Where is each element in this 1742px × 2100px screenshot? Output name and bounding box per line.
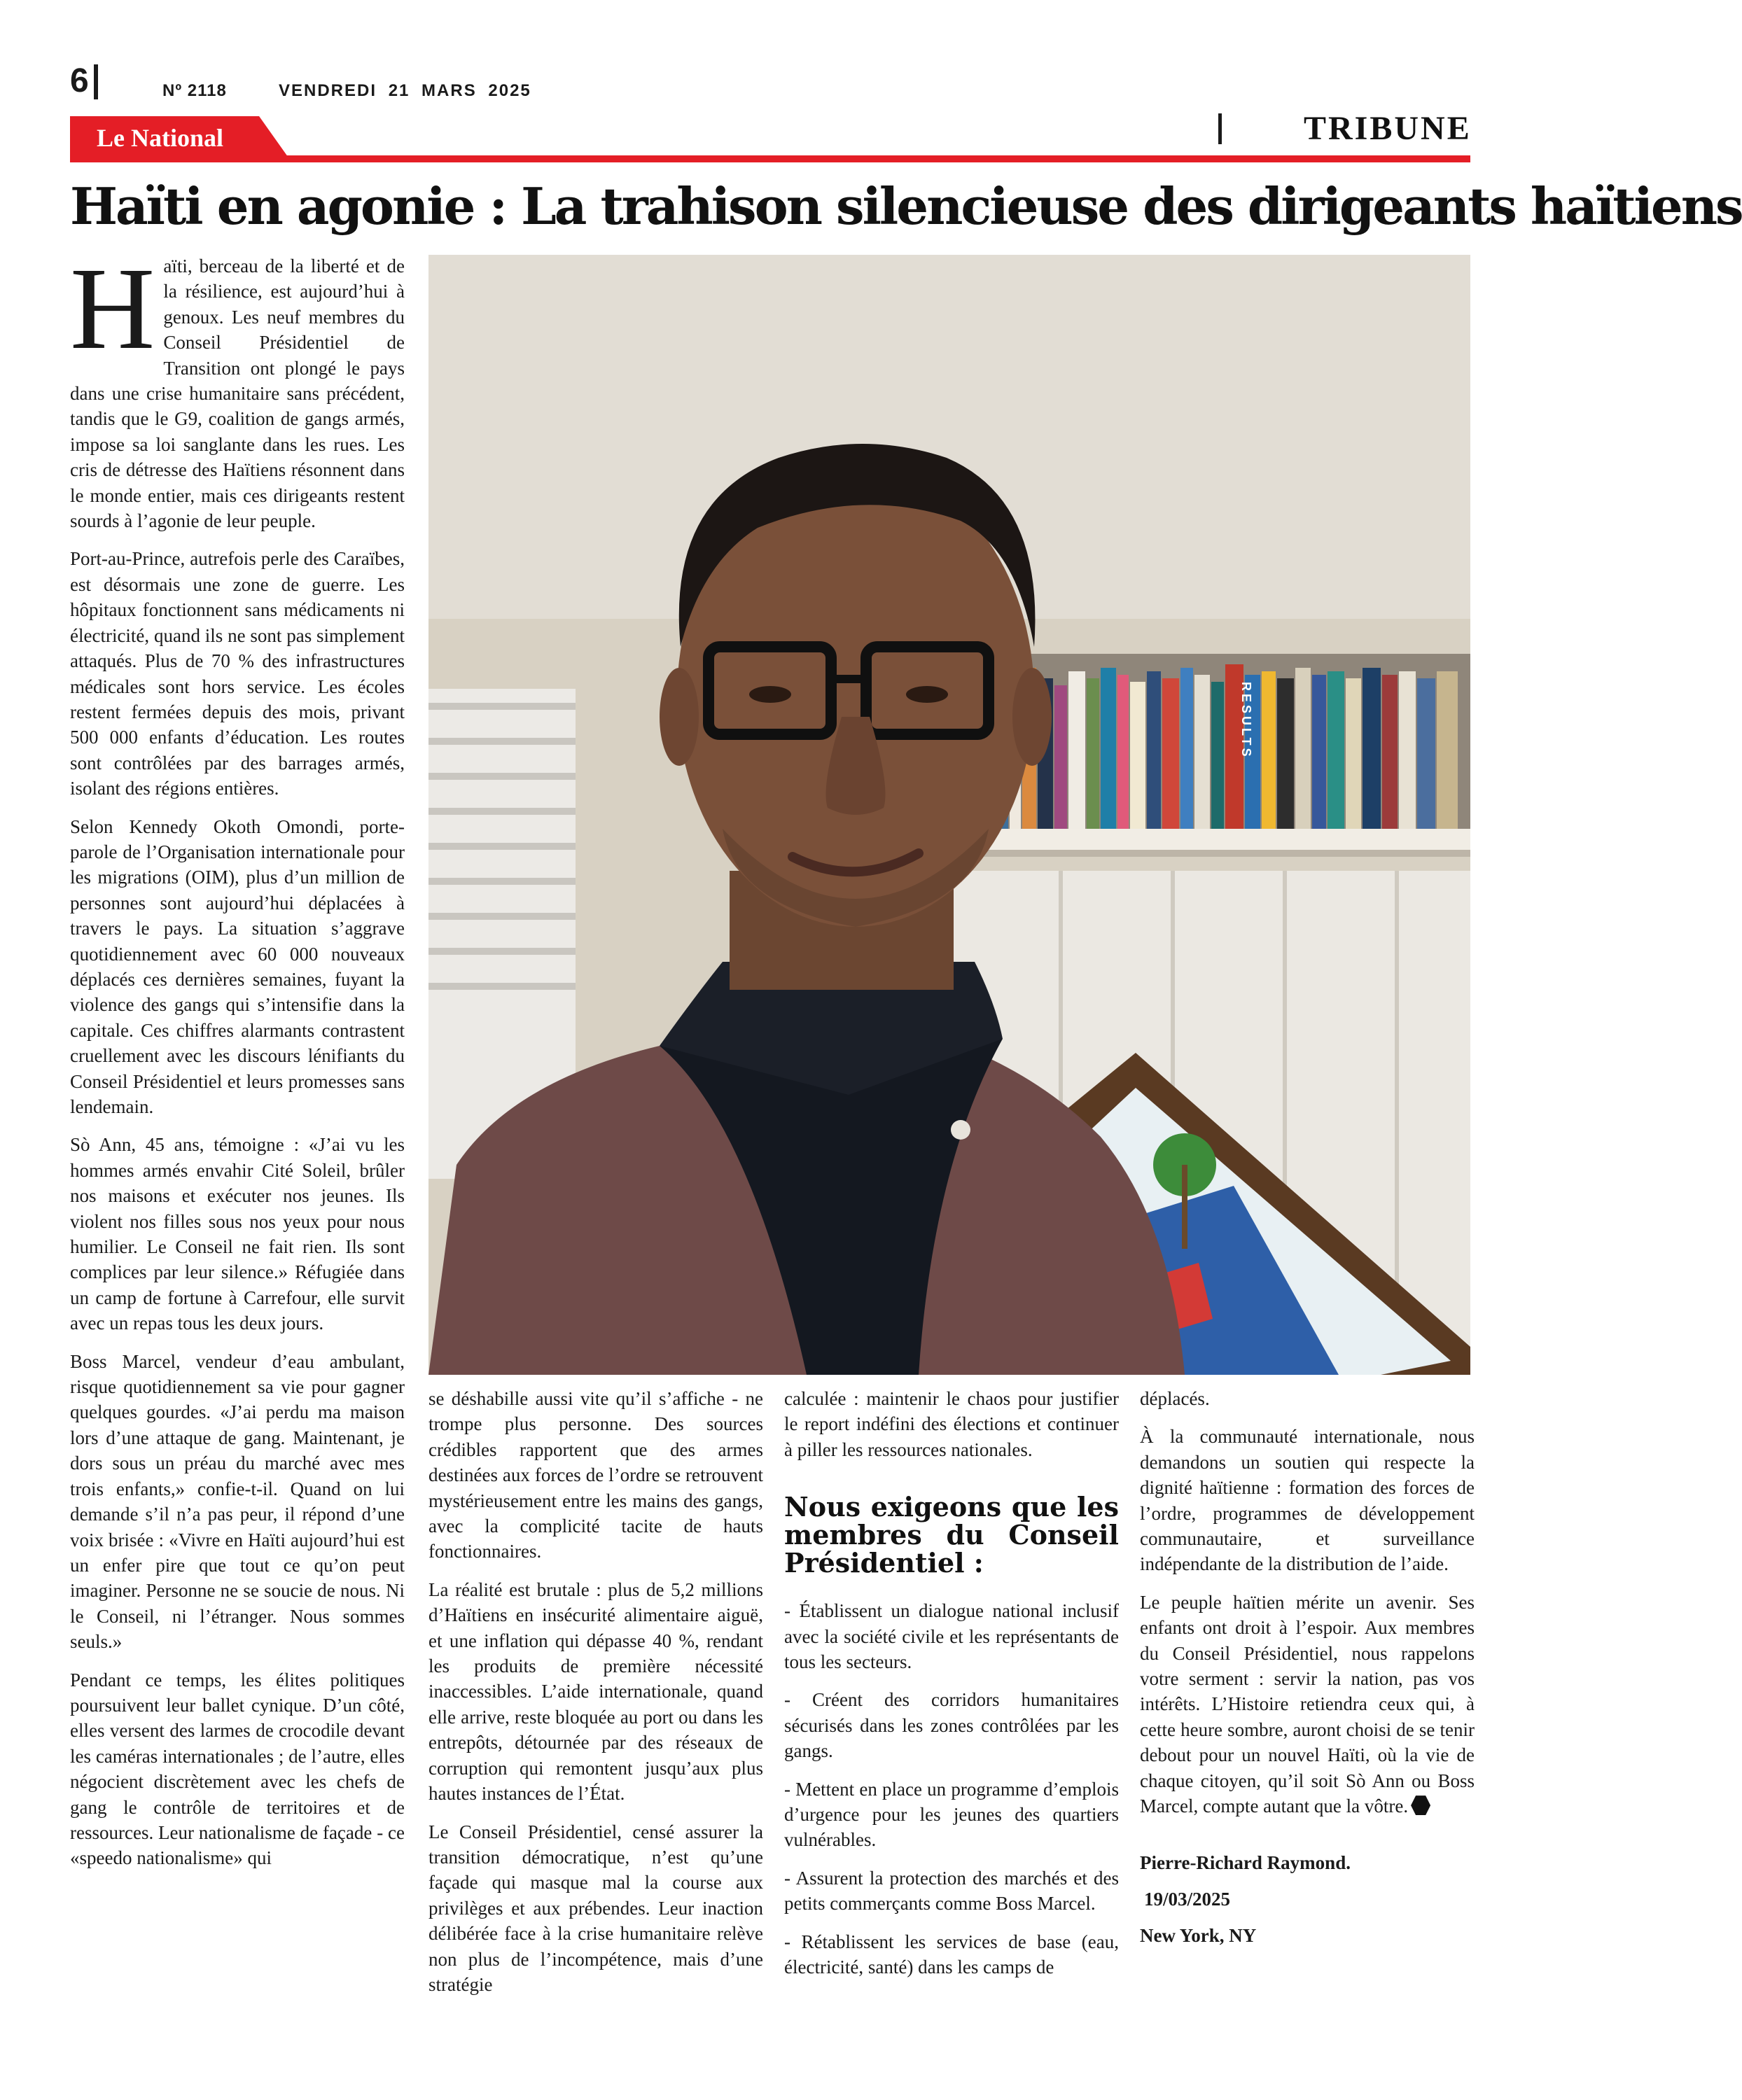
newspaper-brand: Le National xyxy=(97,124,224,152)
section-label: TRIBUNE xyxy=(1304,110,1472,147)
demand-item: - Rétablissent les services de base (eau, électricité, santé) dans les camps de xyxy=(784,1931,1119,1978)
article-column-4 xyxy=(1140,1386,1475,1954)
header-rule xyxy=(70,155,1470,162)
signed-date: 19/03/2025 xyxy=(1144,1888,1231,1910)
end-of-article-icon xyxy=(1411,1795,1430,1815)
article-paragraph: Boss Marcel, vendeur d’eau ambulant, risque quotidiennement sa vie pour gagner quelques gourdes. «J’ai perdu ma maison lors d’une attaque de gang. Maintenant, je dors sous un préau du marché avec mes trois enfants,» confie-t-il. Quand on lui demande s’il n’a pas peur, il répond d’une voix brisée : «Vivre en Haïti aujourd’hui est un enfer pire que tout ce qu’on peut imaginer. Personne ne se soucie de nous. Ni le Conseil, ni l’étranger. Nous sommes seuls.» xyxy=(70,1350,405,1653)
demand-item: - Mettent en place un programme d’emplois d’urgence pour les jeunes des quartiers vulnérables. xyxy=(784,1778,1119,1851)
article-paragraph: calculée : maintenir le chaos pour justifier le report indéfini des élections et continuer à piller les ressources nationales. xyxy=(784,1388,1119,1460)
article-paragraph: Selon Kennedy Okoth Omondi, porte-parole de l’Organisation internationale pour les migrations (OIM), plus d’un million de personnes sont aujourd’hui déplacées à travers le pays. La situation s’aggrave quotidiennement avec 60 000 nouveaux déplacés ces dernières semaines, fuyant la violence des gangs qui s’intensifie dans la capitale. Ces chiffres alarmants contrastent cruellement avec les discours lénifiants du Conseil Présidentiel et leurs promesses sans lendemain. xyxy=(70,816,405,1117)
article-subhead: Nous exigeons que les membres du Conseil Présidentiel : xyxy=(784,1491,1119,1579)
portrait-illustration xyxy=(428,255,1470,1375)
drop-cap: H xyxy=(70,244,155,374)
demand-item: - Créent des corridors humanitaires sécurisés dans les zones contrôlées par les gangs. xyxy=(784,1689,1119,1762)
article-headline: Haïti en agonie : La trahison silencieuse des dirigeants haïtiens xyxy=(70,176,1742,236)
article-paragraph xyxy=(1140,1590,1475,1819)
demand-item: - Établissent un dialogue national inclusif avec la société civile et les représentants de tous les secteurs. xyxy=(784,1600,1119,1673)
article-paragraph xyxy=(70,244,405,533)
issue-number: Nº 2118 xyxy=(162,81,227,100)
signature-block xyxy=(1140,1844,1475,1954)
article-paragraph: Port-au-Prince, autrefois perle des Caraïbes, est désormais une zone de guerre. Les hôpitaux fonctionnent sans médicaments ni électricité, quand ils ne sont pas simplement attaqués. Plus de 70 % des infrastructures médicales sont hors service. Les écoles restent fermées depuis des mois, privant 500 000 enfants d’éducation. Les routes sont contrôlées par des barrages armés, isolant des régions entières. xyxy=(70,548,405,799)
section-divider xyxy=(1218,113,1222,144)
article-paragraph: se déshabille aussi vite qu’il s’affiche - ne trompe plus personne. Des sources crédibles rapportent que des armes destinées aux forces de l’ordre se retrouvent mystérieusement entre les mains des gangs, avec la complicité tacite de hauts fonctionnaires. xyxy=(428,1388,763,1562)
author-name: Pierre-Richard Raymond. xyxy=(1140,1851,1351,1873)
article-paragraph: Pendant ce temps, les élites politiques poursuivent leur ballet cynique. D’un côté, elles versent des larmes de crocodile devant les caméras internationales ; de l’autre, elles négocient discrètement avec les chefs de gang le contrôle de territoires et de ressources. Leur nationalisme de façade - ce «speedo nationalisme» qui xyxy=(70,1669,405,1869)
demand-item: - Assurent la protection des marchés et des petits commerçants comme Boss Marcel. xyxy=(784,1867,1119,1914)
issue-date: VENDREDI 21 MARS 2025 xyxy=(279,81,531,100)
article-paragraph: Le Conseil Présidentiel, censé assurer la transition démocratique, n’est qu’une façade qui masque mal la course aux privilèges et aux prébendes. Leur inaction délibérée face à la crise humanitaire relève non plus de l’incompétence, mais d’une stratégie xyxy=(428,1821,763,1995)
page-number: 6 xyxy=(70,62,89,99)
article-paragraph: Sò Ann, 45 ans, témoigne : «J’ai vu les hommes armés envahir Cité Soleil, brûler nos maisons et exécuter nos jeunes. Ils violent nos filles sous nos yeux pour nous humilier. Le Conseil ne fait rien. Ils sont complices par leur silence.» Réfugiée dans un camp de fortune à Carrefour, elle survit avec un repas tous les deux jours. xyxy=(70,1134,405,1334)
article-column-3 xyxy=(784,1386,1119,1993)
article-column-1 xyxy=(70,244,405,1884)
article-paragraph: déplacés. xyxy=(1140,1388,1210,1409)
book-spine-label: RESULTS xyxy=(1239,682,1253,760)
article-paragraph: La réalité est brutale : plus de 5,2 millions d’Haïtiens en insécurité alimentaire aiguë, et une inflation qui dépasse 40 %, rendant les produits de première nécessité inaccessibles. L’aide internationale, quand elle arrive, reste bloquée au port ou dans les entrepôts, détournée par des réseaux de corruption qui remontent jusqu’aux plus hautes instances de l’État. xyxy=(428,1578,763,1805)
article-paragraph: À la communauté internationale, nous demandons un soutien qui respecte la dignité haïtienne : formation des forces de l’ordre, programmes de développement communautaire, et surveillance indépendante de la distribution de l’aide. xyxy=(1140,1426,1475,1575)
author-photo xyxy=(428,255,1470,1375)
article-column-2 xyxy=(428,1386,763,2010)
paragraph-text: aïti, berceau de la liberté et de la résilience, est aujourd’hui à genoux. Les neuf membres du Conseil Présidentiel de Transition ont plongé le pays dans une crise humanitaire sans précédent, tandis que le G9, coalition de gangs armés, impose sa loi sanglante dans les rues. Les cris de détresse des Haïtiens résonnent dans le monde entier, mais ces dirigeants restent sourds à l’agonie de leur peuple. xyxy=(70,255,405,532)
paragraph-text: Le peuple haïtien mérite un avenir. Ses enfants ont droit à l’espoir. Aux membres du Conseil Présidentiel, nous rappelons votre serment : servir la nation, pas vos intérêts. L’Histoire retiendra ceux qui, à cette heure sombre, auront choisi de se tenir debout pour un nouvel Haïti, où la vie de chaque citoyen, qu’il soit Sò Ann ou Boss Marcel, compte autant que la vôtre. xyxy=(1140,1591,1475,1817)
author-location: New York, NY xyxy=(1140,1924,1257,1946)
page-number-divider xyxy=(94,64,98,99)
